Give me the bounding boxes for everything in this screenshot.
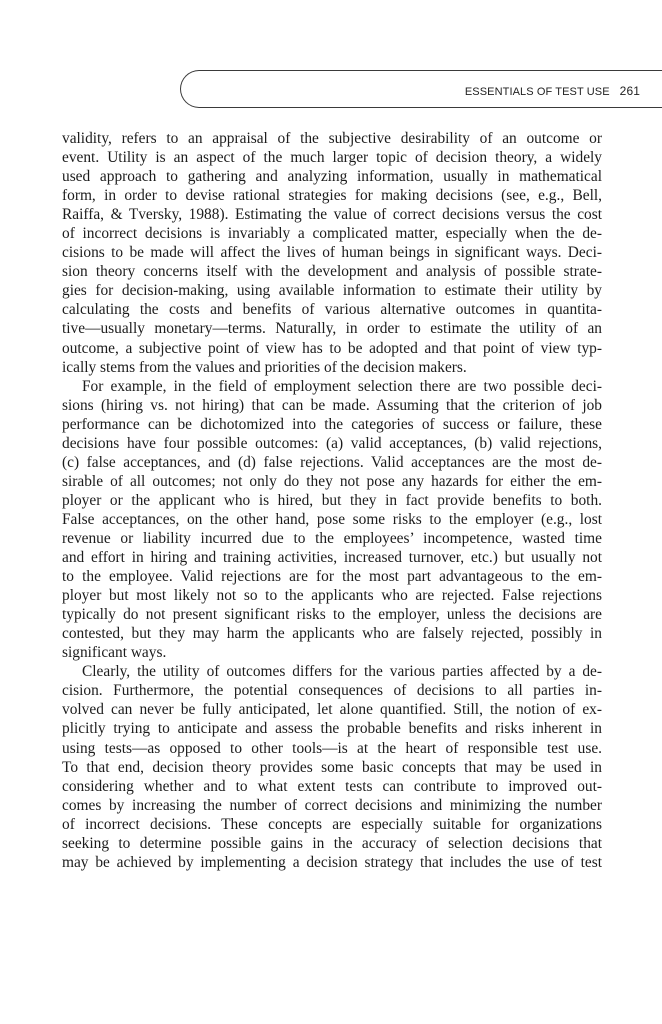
text-line: ically stems from the values and priorities of the decision makers. (62, 358, 467, 376)
text-line: performance can be dichotomized into the categories of success or failure, these (62, 415, 602, 433)
text-line: using tests—as opposed to other tools—is at the heart of responsible test use. (62, 739, 602, 757)
text-line: plicitly trying to anticipate and assess the probable benefits and risks inherent in (62, 720, 602, 738)
text-line: tive—usually monetary—terms. Naturally, in order to estimate the utility of an (62, 320, 602, 338)
text-line: comes by increasing the number of correct decisions and minimizing the number (62, 796, 602, 814)
text-line: False acceptances, on the other hand, pose some risks to the employer (e.g., lost (62, 510, 602, 528)
text-line: seeking to determine possible gains in the accuracy of selection decisions that (62, 834, 602, 852)
text-line: significant ways. (62, 644, 167, 662)
text-line: decisions have four possible outcomes: (a) valid acceptances, (b) valid rejections, (62, 434, 602, 452)
text-line: and effort in hiring and training activities, increased turnover, etc.) but usually not (62, 549, 602, 567)
text-line: volved can never be fully anticipated, let alone quantified. Still, the notion of ex- (62, 701, 602, 719)
text-line: sion theory concerns itself with the development and analysis of possible strate- (62, 263, 602, 281)
text-line: revenue or liability incurred due to the employees’ incompetence, wasted time (62, 529, 602, 547)
text-line: ployer but most likely not so to the applicants who are rejected. False rejections (62, 587, 602, 605)
text-line: contested, but they may harm the applicants who are falsely rejected, possibly in (62, 625, 602, 643)
text-line: validity, refers to an appraisal of the subjective desirability of an outcome or (62, 130, 602, 147)
text-line: ployer or the applicant who is hired, but they in fact provide benefits to both. (62, 491, 602, 509)
text-line: of incorrect decisions is invariably a complicated matter, especially when the de- (62, 225, 602, 243)
text-line: cisions to be made will affect the lives of human beings in significant ways. Deci- (62, 244, 602, 262)
text-line: calculating the costs and benefits of various alternative outcomes in quantita- (62, 301, 602, 319)
paragraph (62, 377, 602, 663)
paragraph (62, 662, 602, 872)
body-text (62, 129, 602, 872)
text-line: event. Utility is an aspect of the much larger topic of decision theory, a widely (62, 149, 602, 167)
text-line: of incorrect decisions. These concepts are especially suitable for organizations (62, 815, 602, 833)
page-number: 261 (619, 84, 640, 98)
text-line: considering whether and to what extent tests can contribute to improved out- (62, 777, 602, 795)
text-line: used approach to gathering and analyzing information, usually in mathematical (62, 168, 602, 186)
text-line: typically do not present significant risks to the employer, unless the decisions are (62, 606, 602, 624)
running-head-title: ESSENTIALS OF TEST USE (464, 86, 610, 98)
text-line: outcome, a subjective point of view has to be adopted and that point of view typ- (62, 339, 602, 357)
text-line: To that end, decision theory provides some basic concepts that may be used in (62, 758, 602, 776)
paragraph (62, 129, 602, 377)
text-line: gies for decision-making, using available information to estimate their utility by (62, 282, 602, 300)
text-line: to the employee. Valid rejections are for the most part advantageous to the em- (62, 568, 602, 586)
text-line: For example, in the field of employment selection there are two possible deci- (82, 377, 602, 395)
text-line: Raiffa, & Tversky, 1988). Estimating the value of correct decisions versus the cost (62, 206, 602, 224)
text-line: cision. Furthermore, the potential consequences of decisions to all parties in- (62, 682, 602, 700)
text-line: sions (hiring vs. not hiring) that can be made. Assuming that the criterion of job (62, 396, 602, 414)
text-line: sirable of all outcomes; not only do they not pose any hazards for either the em- (62, 472, 602, 490)
text-line: may be achieved by implementing a decision strategy that includes the use of test (62, 853, 602, 871)
running-head (180, 70, 662, 108)
text-line: Clearly, the utility of outcomes differs for the various parties affected by a de- (82, 663, 602, 681)
text-line: form, in order to devise rational strategies for making decisions (see, e.g., Bell, (62, 187, 602, 205)
running-head-text (465, 84, 640, 98)
text-line: (c) false acceptances, and (d) false rejections. Valid acceptances are the most de- (62, 453, 602, 471)
